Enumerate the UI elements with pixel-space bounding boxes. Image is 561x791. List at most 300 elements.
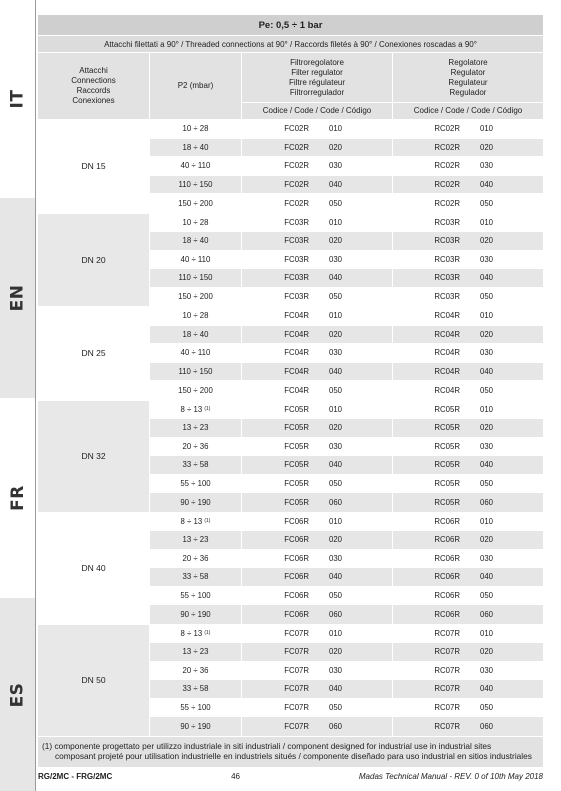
- regulator-code-text: RC03R: [434, 292, 460, 302]
- filter-regulator-code-text: FC05R: [284, 497, 309, 507]
- p2-range-text: 110 ÷ 150: [178, 179, 213, 189]
- filter-regulator-code: [242, 120, 317, 138]
- filter-regulator-code: [242, 625, 317, 643]
- filter-regulator-variant: [317, 550, 393, 568]
- filter-regulator-variant: [317, 475, 393, 493]
- p2-range-text: 90 ÷ 190: [180, 609, 211, 619]
- language-tab: [0, 0, 36, 198]
- header-connections-it: Attacchi: [79, 66, 108, 75]
- p2-range: [150, 344, 242, 362]
- filter-regulator-variant: [317, 120, 393, 138]
- regulator-code: [393, 513, 468, 531]
- regulator-variant: [468, 139, 543, 157]
- filter-regulator-variant: [317, 326, 393, 344]
- p2-range: [150, 176, 242, 194]
- filter-regulator-variant: [317, 363, 393, 381]
- filter-regulator-variant: [317, 251, 393, 269]
- regulator-variant: [468, 438, 543, 456]
- regulator-variant: [468, 120, 543, 138]
- filter-regulator-variant: [317, 717, 393, 736]
- filter-regulator-code: [242, 232, 317, 250]
- p2-range-text: 33 ÷ 58: [182, 572, 209, 582]
- filter-regulator-code-text: FC06R: [284, 553, 309, 563]
- column-headers: [38, 53, 543, 120]
- header-filter-es: Filtrorregulador: [289, 87, 345, 97]
- filter-regulator-variant-text: 020: [329, 647, 343, 657]
- filter-regulator-variant-text: 030: [329, 254, 343, 264]
- regulator-variant-text: 020: [480, 236, 494, 246]
- p2-range-text: 20 ÷ 36: [182, 441, 209, 451]
- language-tab-label: FR: [7, 485, 28, 511]
- filter-regulator-code-text: FC06R: [284, 516, 309, 526]
- table-row: [150, 680, 543, 699]
- language-tab: [0, 198, 36, 398]
- header-regulator-code: Codice / Code / Code / Código: [393, 102, 543, 119]
- table-body: [38, 120, 543, 737]
- filter-regulator-variant-text: 020: [329, 142, 343, 152]
- p2-range: [150, 605, 242, 624]
- table-row: [150, 531, 543, 550]
- p2-range: [150, 662, 242, 680]
- filter-regulator-variant: [317, 456, 393, 474]
- regulator-variant: [468, 381, 543, 400]
- filter-regulator-variant-text: 030: [329, 441, 343, 451]
- p2-range-text: 33 ÷ 58: [182, 684, 209, 694]
- filter-regulator-variant-text: 040: [329, 684, 343, 694]
- filter-regulator-code-text: FC04R: [284, 311, 309, 321]
- regulator-variant: [468, 363, 543, 381]
- p2-range: [150, 699, 242, 717]
- regulator-variant-text: 050: [480, 478, 494, 488]
- p2-range: [150, 232, 242, 250]
- filter-regulator-variant: [317, 401, 393, 419]
- regulator-code-text: RC05R: [434, 441, 460, 451]
- filter-regulator-code: [242, 587, 317, 605]
- p2-range: [150, 214, 242, 232]
- regulator-code: [393, 214, 468, 232]
- regulator-variant-text: 020: [480, 423, 494, 433]
- header-connections-en: Connections: [71, 76, 116, 85]
- regulator-code: [393, 625, 468, 643]
- regulator-variant: [468, 251, 543, 269]
- table-row: [150, 587, 543, 606]
- p2-range-text: 20 ÷ 36: [182, 553, 209, 563]
- filter-regulator-variant: [317, 381, 393, 400]
- regulator-variant-text: 030: [480, 348, 494, 358]
- regulator-code: [393, 251, 468, 269]
- regulator-code-text: RC06R: [434, 516, 460, 526]
- regulator-code-text: RC03R: [434, 254, 460, 264]
- regulator-code-text: RC07R: [434, 647, 460, 657]
- table-row: [150, 251, 543, 270]
- regulator-variant: [468, 326, 543, 344]
- filter-regulator-variant-text: 050: [329, 702, 343, 712]
- p2-range-text: 110 ÷ 150: [178, 366, 213, 376]
- p2-range: [150, 419, 242, 437]
- filter-regulator-variant: [317, 214, 393, 232]
- regulator-code: [393, 456, 468, 474]
- p2-range: [150, 288, 242, 307]
- p2-range: [150, 251, 242, 269]
- filter-regulator-code-text: FC03R: [284, 273, 309, 283]
- p2-range-text: 33 ÷ 58: [182, 460, 209, 470]
- regulator-code: [393, 194, 468, 213]
- regulator-variant: [468, 662, 543, 680]
- p2-range-text: 40 ÷ 110: [180, 161, 211, 171]
- regulator-variant: [468, 513, 543, 531]
- filter-regulator-variant: [317, 625, 393, 643]
- regulator-code-text: RC06R: [434, 535, 460, 545]
- dn-group: [38, 214, 543, 308]
- regulator-code: [393, 363, 468, 381]
- regulator-variant: [468, 625, 543, 643]
- filter-regulator-variant-text: 050: [329, 478, 343, 488]
- regulator-variant: [468, 344, 543, 362]
- regulator-code: [393, 438, 468, 456]
- filter-regulator-code: [242, 326, 317, 344]
- regulator-code-text: RC07R: [434, 684, 460, 694]
- regulator-variant-text: 040: [480, 572, 494, 582]
- regulator-variant: [468, 419, 543, 437]
- regulator-variant-text: 020: [480, 329, 494, 339]
- header-regulator: [393, 53, 543, 119]
- regulator-code: [393, 717, 468, 736]
- filter-regulator-code: [242, 680, 317, 698]
- regulator-code-text: RC05R: [434, 478, 460, 488]
- regulator-variant-text: 050: [480, 292, 494, 302]
- p2-range: [150, 717, 242, 736]
- table-row: [150, 214, 543, 233]
- table-row: [150, 456, 543, 475]
- filter-regulator-code: [242, 363, 317, 381]
- regulator-variant: [468, 456, 543, 474]
- p2-range: [150, 326, 242, 344]
- regulator-code: [393, 475, 468, 493]
- header-filter-it: Filtroregolatore: [290, 57, 344, 67]
- p2-range: [150, 120, 242, 138]
- filter-regulator-code: [242, 699, 317, 717]
- filter-regulator-variant-text: 050: [329, 198, 343, 208]
- table-row: [150, 475, 543, 494]
- table-row: [150, 269, 543, 288]
- regulator-variant: [468, 699, 543, 717]
- regulator-variant: [468, 269, 543, 287]
- product-code-table: [38, 15, 543, 767]
- filter-regulator-code-text: FC07R: [284, 702, 309, 712]
- p2-range-text: 40 ÷ 110: [180, 254, 211, 264]
- p2-range-text: 8 ÷ 13: [180, 404, 203, 414]
- filter-regulator-variant-text: 020: [329, 423, 343, 433]
- footer-manual-revision: Madas Technical Manual - REV. 0 of 10th May 2018: [358, 772, 543, 781]
- regulator-variant: [468, 550, 543, 568]
- regulator-code: [393, 139, 468, 157]
- filter-regulator-code: [242, 157, 317, 175]
- filter-regulator-variant-text: 050: [329, 292, 343, 302]
- filter-regulator-code: [242, 717, 317, 736]
- filter-regulator-code-text: FC05R: [284, 478, 309, 488]
- regulator-variant-text: 050: [480, 198, 494, 208]
- regulator-code-text: RC02R: [434, 142, 460, 152]
- language-tab-label: ES: [7, 682, 28, 707]
- dn-group: [38, 120, 543, 214]
- filter-regulator-code-text: FC05R: [284, 423, 309, 433]
- regulator-code-text: RC05R: [434, 460, 460, 470]
- filter-regulator-code-text: FC05R: [284, 460, 309, 470]
- regulator-code-text: RC04R: [434, 311, 460, 321]
- filter-regulator-variant-text: 050: [329, 385, 343, 395]
- regulator-code: [393, 699, 468, 717]
- filter-regulator-variant-text: 040: [329, 572, 343, 582]
- filter-regulator-code-text: FC06R: [284, 535, 309, 545]
- table-row: [150, 643, 543, 662]
- filter-regulator-variant-text: 050: [329, 590, 343, 600]
- regulator-variant-text: 050: [480, 385, 494, 395]
- filter-regulator-code: [242, 307, 317, 325]
- table-row: [150, 401, 543, 420]
- filter-regulator-code-text: FC04R: [284, 329, 309, 339]
- filter-regulator-variant-text: 060: [329, 609, 343, 619]
- p2-range: [150, 307, 242, 325]
- p2-range: [150, 680, 242, 698]
- p2-range-text: 40 ÷ 110: [180, 348, 211, 358]
- filter-regulator-code-text: FC02R: [284, 161, 309, 171]
- filter-regulator-variant: [317, 176, 393, 194]
- regulator-variant-text: 030: [480, 254, 494, 264]
- regulator-variant-text: 030: [480, 553, 494, 563]
- regulator-variant-text: 020: [480, 647, 494, 657]
- regulator-code-text: RC04R: [434, 348, 460, 358]
- filter-regulator-code: [242, 381, 317, 400]
- filter-regulator-code-text: FC07R: [284, 684, 309, 694]
- filter-regulator-variant-text: 030: [329, 553, 343, 563]
- table-row: [150, 288, 543, 307]
- filter-regulator-code: [242, 251, 317, 269]
- connection-size: DN 15: [38, 120, 150, 213]
- table-row: [150, 550, 543, 569]
- regulator-variant: [468, 194, 543, 213]
- filter-regulator-code-text: FC04R: [284, 366, 309, 376]
- filter-regulator-variant: [317, 307, 393, 325]
- p2-range-text: 10 ÷ 28: [182, 124, 209, 134]
- filter-regulator-code-text: FC02R: [284, 124, 309, 134]
- table-row: [150, 662, 543, 681]
- p2-range-text: 13 ÷ 23: [182, 535, 209, 545]
- filter-regulator-variant: [317, 232, 393, 250]
- filter-regulator-variant-text: 060: [329, 497, 343, 507]
- p2-range: [150, 194, 242, 213]
- footnote-marker: (1): [204, 406, 211, 413]
- regulator-variant-text: 040: [480, 273, 494, 283]
- connection-size: DN 25: [38, 307, 150, 400]
- filter-regulator-code-text: FC06R: [284, 609, 309, 619]
- regulator-variant-text: 010: [480, 628, 494, 638]
- filter-regulator-code: [242, 531, 317, 549]
- regulator-code: [393, 643, 468, 661]
- regulator-variant: [468, 587, 543, 605]
- language-tabs: [0, 0, 38, 791]
- regulator-code: [393, 326, 468, 344]
- filter-regulator-code: [242, 288, 317, 307]
- p2-range-text: 8 ÷ 13: [180, 516, 203, 526]
- regulator-variant-text: 010: [480, 404, 494, 414]
- filter-regulator-code: [242, 550, 317, 568]
- filter-regulator-variant: [317, 513, 393, 531]
- table-row: [150, 381, 543, 400]
- p2-range: [150, 493, 242, 512]
- p2-range-text: 150 ÷ 200: [178, 198, 213, 208]
- p2-range-text: 18 ÷ 40: [182, 236, 209, 246]
- filter-regulator-code: [242, 493, 317, 512]
- p2-range-text: 13 ÷ 23: [182, 647, 209, 657]
- filter-regulator-variant-text: 010: [329, 628, 343, 638]
- table-row: [150, 699, 543, 718]
- regulator-code: [393, 157, 468, 175]
- regulator-variant: [468, 531, 543, 549]
- regulator-variant: [468, 214, 543, 232]
- filter-regulator-code: [242, 176, 317, 194]
- filter-regulator-variant-text: 040: [329, 460, 343, 470]
- p2-range-text: 55 ÷ 100: [180, 702, 211, 712]
- filter-regulator-code: [242, 513, 317, 531]
- table-row: [150, 307, 543, 326]
- filter-regulator-variant-text: 030: [329, 665, 343, 675]
- regulator-code-text: RC02R: [434, 179, 460, 189]
- regulator-variant-text: 010: [480, 311, 494, 321]
- regulator-code: [393, 587, 468, 605]
- filter-regulator-variant-text: 010: [329, 404, 343, 414]
- filter-regulator-variant: [317, 344, 393, 362]
- page-footer: [38, 772, 543, 781]
- p2-range: [150, 381, 242, 400]
- filter-regulator-code-text: FC05R: [284, 441, 309, 451]
- regulator-code-text: RC05R: [434, 497, 460, 507]
- regulator-code: [393, 662, 468, 680]
- p2-range: [150, 643, 242, 661]
- filter-regulator-code: [242, 269, 317, 287]
- regulator-code-text: RC07R: [434, 665, 460, 675]
- p2-range: [150, 438, 242, 456]
- regulator-variant-text: 030: [480, 161, 494, 171]
- regulator-variant-text: 010: [480, 516, 494, 526]
- table-row: [150, 232, 543, 251]
- regulator-code-text: RC06R: [434, 609, 460, 619]
- regulator-code: [393, 344, 468, 362]
- dn-group: [38, 513, 543, 625]
- filter-regulator-variant-text: 010: [329, 311, 343, 321]
- header-regulator-it: Regolatore: [448, 57, 488, 67]
- regulator-code: [393, 232, 468, 250]
- filter-regulator-code-text: FC03R: [284, 236, 309, 246]
- filter-regulator-code: [242, 139, 317, 157]
- regulator-variant: [468, 568, 543, 586]
- p2-range-text: 55 ÷ 100: [180, 478, 211, 488]
- header-p2-label: P2 (mbar): [177, 81, 214, 90]
- p2-range-text: 150 ÷ 200: [178, 385, 213, 395]
- p2-range-text: 8 ÷ 13: [180, 628, 203, 638]
- filter-regulator-variant-text: 030: [329, 348, 343, 358]
- filter-regulator-variant: [317, 643, 393, 661]
- regulator-variant-text: 020: [480, 535, 494, 545]
- filter-regulator-variant: [317, 438, 393, 456]
- regulator-variant: [468, 717, 543, 736]
- regulator-variant-text: 050: [480, 702, 494, 712]
- p2-range: [150, 550, 242, 568]
- regulator-variant-text: 060: [480, 609, 494, 619]
- filter-regulator-code-text: FC02R: [284, 198, 309, 208]
- regulator-code: [393, 269, 468, 287]
- p2-range: [150, 269, 242, 287]
- table-row: [150, 438, 543, 457]
- table-row: [150, 157, 543, 176]
- pressure-range-title: Pe: 0,5 ÷ 1 bar: [38, 15, 543, 35]
- footnote-marker: (1): [204, 518, 211, 525]
- filter-regulator-variant: [317, 269, 393, 287]
- header-connections-es: Conexiones: [72, 96, 115, 105]
- table-row: [150, 363, 543, 382]
- connection-size: DN 32: [38, 401, 150, 512]
- regulator-code-text: RC02R: [434, 161, 460, 171]
- regulator-code-text: RC07R: [434, 702, 460, 712]
- language-tab-label: EN: [7, 284, 28, 312]
- p2-range-text: 150 ÷ 200: [178, 292, 213, 302]
- regulator-code: [393, 680, 468, 698]
- table-row: [150, 194, 543, 213]
- filter-regulator-variant: [317, 587, 393, 605]
- regulator-code-text: RC06R: [434, 572, 460, 582]
- regulator-code-text: RC05R: [434, 423, 460, 433]
- filter-regulator-code: [242, 194, 317, 213]
- header-regulator-en: Regulator: [450, 67, 486, 77]
- regulator-variant-text: 040: [480, 366, 494, 376]
- table-row: [150, 344, 543, 363]
- language-tab: [0, 598, 36, 791]
- filter-regulator-variant-text: 010: [329, 516, 343, 526]
- filter-regulator-code: [242, 401, 317, 419]
- p2-range: [150, 587, 242, 605]
- filter-regulator-code-text: FC03R: [284, 292, 309, 302]
- header-regulator-es: Regulador: [449, 87, 487, 97]
- filter-regulator-variant-text: 060: [329, 721, 343, 731]
- regulator-variant: [468, 475, 543, 493]
- filter-regulator-variant: [317, 605, 393, 624]
- regulator-variant-text: 010: [480, 124, 494, 134]
- filter-regulator-code-text: FC07R: [284, 647, 309, 657]
- regulator-code-text: RC07R: [434, 628, 460, 638]
- filter-regulator-variant-text: 030: [329, 161, 343, 171]
- connection-size: DN 20: [38, 214, 150, 307]
- dn-group: [38, 625, 543, 737]
- table-row: [150, 717, 543, 736]
- regulator-code-text: RC04R: [434, 385, 460, 395]
- regulator-code-text: RC07R: [434, 721, 460, 731]
- filter-regulator-variant-text: 010: [329, 217, 343, 227]
- filter-regulator-variant-text: 040: [329, 273, 343, 283]
- filter-regulator-code-text: FC05R: [284, 404, 309, 414]
- p2-range: [150, 157, 242, 175]
- filter-regulator-variant: [317, 568, 393, 586]
- filter-regulator-variant-text: 020: [329, 329, 343, 339]
- regulator-code-text: RC02R: [434, 198, 460, 208]
- filter-regulator-code-text: FC03R: [284, 217, 309, 227]
- regulator-code-text: RC02R: [434, 124, 460, 134]
- regulator-code: [393, 401, 468, 419]
- filter-regulator-code: [242, 214, 317, 232]
- footer-model: RG/2MC - FRG/2MC: [38, 772, 113, 781]
- regulator-variant-text: 060: [480, 497, 494, 507]
- p2-range: [150, 139, 242, 157]
- p2-range-text: 110 ÷ 150: [178, 273, 213, 283]
- filter-regulator-code-text: FC04R: [284, 385, 309, 395]
